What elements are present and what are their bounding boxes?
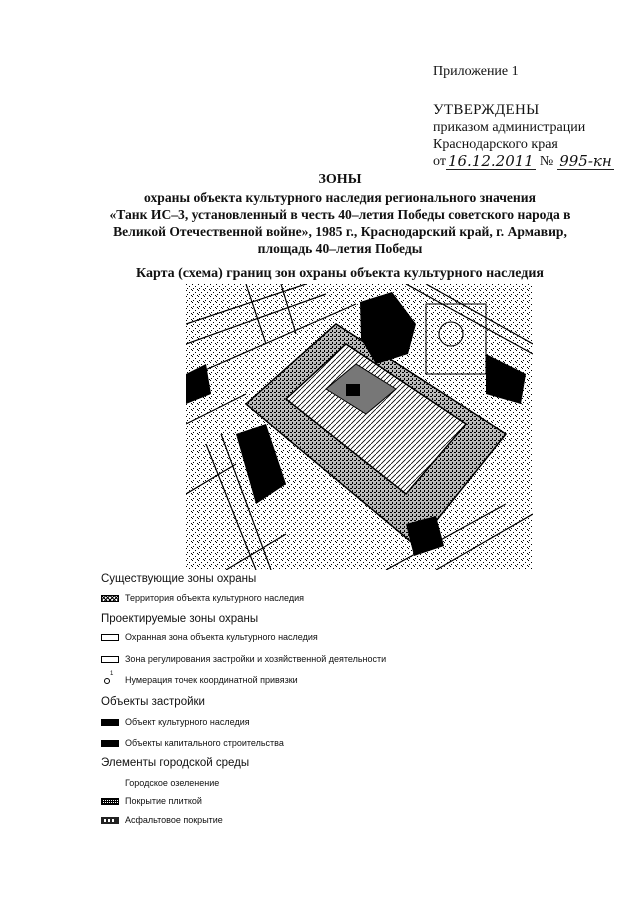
legend-label: Объекты капитального строительства — [125, 738, 284, 748]
date-prefix: от — [433, 154, 446, 169]
asphalt-swatch-icon — [101, 817, 119, 824]
title-line-3: Великой Отечественной войне», 1985 г., Краснодарский край, г. Армавир, — [113, 224, 567, 239]
number-sign: № — [539, 154, 554, 169]
order-line-2: Краснодарского края — [433, 137, 558, 152]
legend-item-greenery — [101, 778, 219, 788]
doc-title: ЗОНЫ — [318, 172, 362, 187]
legend-item-capital-objects — [101, 738, 284, 748]
legend-label: Зона регулирования застройки и хозяйственной деятельности — [125, 654, 387, 664]
point-marker-icon — [101, 675, 119, 685]
legend-item-regulation-zone — [101, 654, 386, 664]
legend-item-protection-zone — [101, 632, 318, 642]
order-date: 16.12.2011 — [447, 152, 534, 170]
legend-heading-projected: Проектируемые зоны охраны — [101, 613, 259, 625]
legend-item-asphalt — [101, 815, 223, 825]
outline-swatch-icon — [101, 656, 119, 663]
title-line-4: площадь 40–летия Победы — [257, 241, 423, 256]
legend-label: Территория объекта культурного наследия — [125, 593, 304, 603]
legend-item-numbering — [101, 675, 298, 685]
appendix-label: Приложение 1 — [433, 64, 519, 79]
blank-swatch-icon — [101, 780, 119, 787]
hatch-swatch-icon — [101, 595, 119, 602]
legend-label: Асфальтовое покрытие — [125, 815, 223, 825]
title-line-2: «Танк ИС–3, установленный в честь 40–летия Победы советского народа в — [109, 207, 571, 222]
legend-item-tiles — [101, 796, 202, 806]
legend-label: Объект культурного наследия — [125, 717, 250, 727]
outline-swatch-icon — [101, 634, 119, 641]
legend-item-heritage-territory — [101, 593, 304, 603]
legend-heading-buildings: Объекты застройки — [101, 696, 205, 708]
black-swatch-icon — [101, 719, 119, 726]
order-line-1: приказом администрации — [433, 120, 586, 135]
legend-heading-existing: Существующие зоны охраны — [101, 573, 257, 585]
legend-heading-urban: Элементы городской среды — [101, 757, 250, 769]
approval-block — [433, 102, 614, 170]
map-caption: Карта (схема) границ зон охраны объекта культурного наследия — [136, 266, 544, 281]
tile-swatch-icon — [101, 798, 119, 805]
zone-map — [186, 284, 533, 570]
legend-label: Нумерация точек координатной привязки — [125, 675, 298, 685]
black-swatch-icon — [101, 740, 119, 747]
legend-label: Городское озеленение — [125, 778, 220, 788]
order-date-line — [433, 153, 614, 170]
legend-label: Покрытие плиткой — [125, 796, 202, 806]
legend-label: Охранная зона объекта культурного наследия — [125, 632, 318, 642]
order-number: 995-кн — [559, 152, 612, 170]
legend-item-heritage-object — [101, 717, 250, 727]
title-line-1: охраны объекта культурного наследия регионального значения — [144, 190, 536, 205]
heritage-object-mark — [346, 384, 360, 396]
approved-heading: УТВЕРЖДЕНЫ — [433, 102, 540, 118]
